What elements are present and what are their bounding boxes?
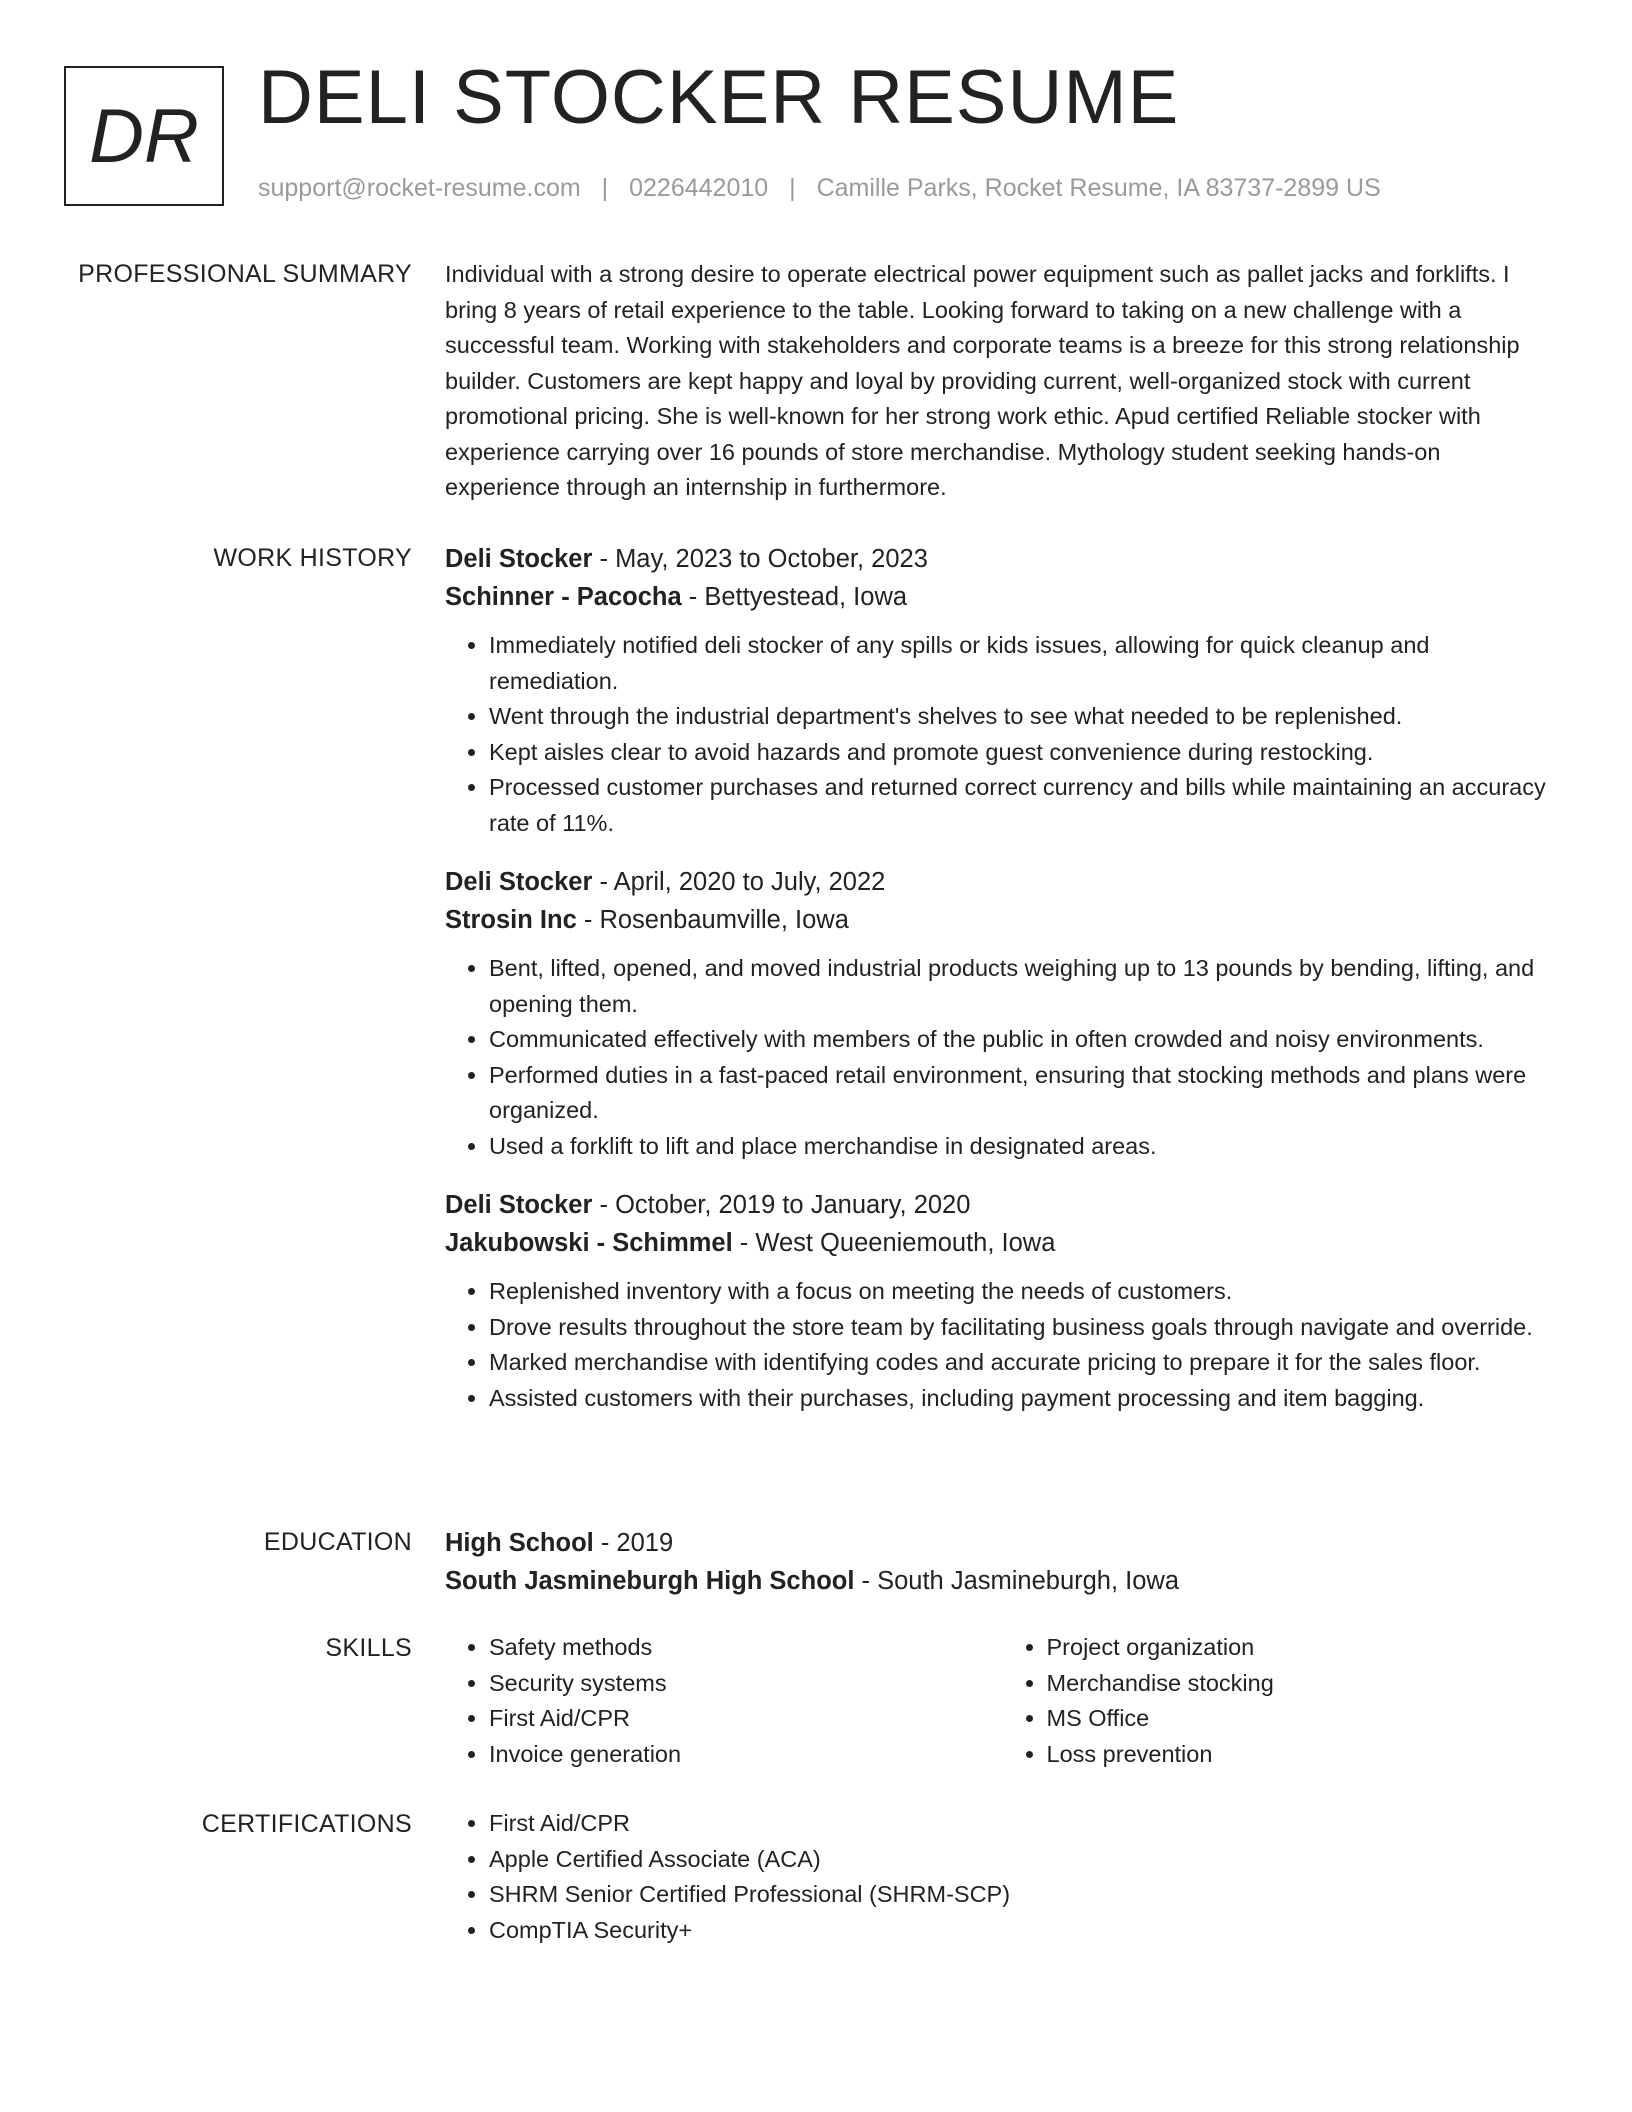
- list-item: • Bent, lifted, opened, and moved industrial products weighing up to 13 pounds by bending, lifting, and opening them.: [489, 951, 1560, 1022]
- education-school: South Jasmineburgh High School: [445, 1567, 855, 1595]
- section-label: SKILLS: [325, 1634, 412, 1662]
- contact-email: support@rocket-resume.com: [258, 174, 581, 202]
- section-label: CERTIFICATIONS: [201, 1810, 412, 1838]
- job-duties: [445, 951, 1560, 1164]
- education-degree: High School: [445, 1529, 594, 1557]
- job-company: Schinner - Pacocha: [445, 583, 682, 611]
- job-title: Deli Stocker: [445, 1191, 593, 1219]
- list-item: • Used a forklift to lift and place merchandise in designated areas.: [489, 1129, 1560, 1165]
- job-dates: - April, 2020 to July, 2022: [592, 868, 886, 896]
- job-company-line: [445, 578, 1560, 616]
- job-duties: [445, 1274, 1560, 1416]
- skills-columns: [445, 1630, 1560, 1772]
- summary-text: Individual with a strong desire to operate electrical power equipment such as pallet jacks and forklifts. I bring 8 years of retail experience to the table. Looking forward to taking on a new challenge with a successful team. Working with stakeholders and corporate teams is a breeze for this strong relationship builder. Customers are kept happy and loyal by providing current, well-organized stock with current promotional pricing. She is well-known for her strong work ethic. Apud certified Reliable stocker with experience carrying over 16 pounds of store merchandise. Mythology student seeking hands-on experience through an internship in furthermore.: [445, 261, 1520, 500]
- section-label: EDUCATION: [263, 1528, 412, 1556]
- list-item: • SHRM Senior Certified Professional (SHRM-SCP): [489, 1877, 1560, 1913]
- list-item: • MS Office: [1047, 1701, 1561, 1737]
- list-item: • Security systems: [489, 1666, 1003, 1702]
- job-entry: [445, 863, 1560, 1164]
- job-duties: [445, 628, 1560, 841]
- job-company-line: [445, 901, 1560, 939]
- list-item: • Drove results throughout the store team by facilitating business goals through navigate and override.: [489, 1310, 1560, 1346]
- education-year: - 2019: [593, 1529, 674, 1557]
- certifications-list: [445, 1806, 1560, 1948]
- list-item: • Immediately notified deli stocker of any spills or kids issues, allowing for quick cleanup and remediation.: [489, 628, 1560, 699]
- job-company-line: [445, 1224, 1560, 1262]
- job-title-line: [445, 1186, 1560, 1224]
- section-label: WORK HISTORY: [213, 544, 412, 572]
- job-dates: - October, 2019 to January, 2020: [592, 1191, 971, 1219]
- page-title: DELI STOCKER RESUME: [258, 55, 1180, 140]
- contact-phone: 0226442010: [629, 174, 769, 202]
- education-degree-line: [445, 1524, 1560, 1562]
- job-entry: [445, 1186, 1560, 1416]
- section-label: PROFESSIONAL SUMMARY: [78, 260, 412, 288]
- job-location: - Rosenbaumville, Iowa: [576, 906, 849, 934]
- job-title: Deli Stocker: [445, 545, 593, 573]
- contact-line: [258, 174, 1381, 203]
- job-title-line: [445, 540, 1560, 578]
- list-item: • Processed customer purchases and returned correct currency and bills while maintaining an accuracy rate of 11%.: [489, 770, 1560, 841]
- job-company: Strosin Inc: [445, 906, 577, 934]
- job-location: - West Queeniemouth, Iowa: [732, 1229, 1056, 1257]
- list-item: • Marked merchandise with identifying codes and accurate pricing to prepare it for the sales floor.: [489, 1345, 1560, 1381]
- education-location: - South Jasmineburgh, Iowa: [854, 1567, 1180, 1595]
- job-title: Deli Stocker: [445, 868, 593, 896]
- monogram-logo: DR: [64, 66, 224, 206]
- list-item: • First Aid/CPR: [489, 1701, 1003, 1737]
- list-item: • Apple Certified Associate (ACA): [489, 1842, 1560, 1878]
- contact-address: Camille Parks, Rocket Resume, IA 83737-2899 US: [816, 174, 1381, 202]
- list-item: • Project organization: [1047, 1630, 1561, 1666]
- skills-list-left: [445, 1630, 1003, 1772]
- list-item: • Merchandise stocking: [1047, 1666, 1561, 1702]
- list-item: • Assisted customers with their purchases, including payment processing and item bagging.: [489, 1381, 1560, 1417]
- job-entry: [445, 540, 1560, 841]
- list-item: • Safety methods: [489, 1630, 1003, 1666]
- job-dates: - May, 2023 to October, 2023: [592, 545, 928, 573]
- list-item: • First Aid/CPR: [489, 1806, 1560, 1842]
- list-item: • Performed duties in a fast-paced retail environment, ensuring that stocking methods and plans were organized.: [489, 1058, 1560, 1129]
- education-school-line: [445, 1562, 1560, 1600]
- list-item: • CompTIA Security+: [489, 1913, 1560, 1949]
- list-item: • Communicated effectively with members of the public in often crowded and noisy environments.: [489, 1022, 1560, 1058]
- list-item: • Kept aisles clear to avoid hazards and promote guest convenience during restocking.: [489, 735, 1560, 771]
- job-location: - Bettyestead, Iowa: [681, 583, 908, 611]
- list-item: • Invoice generation: [489, 1737, 1003, 1773]
- contact-separator: |: [789, 174, 796, 202]
- job-title-line: [445, 863, 1560, 901]
- list-item: • Replenished inventory with a focus on meeting the needs of customers.: [489, 1274, 1560, 1310]
- contact-separator: |: [601, 174, 609, 202]
- list-item: • Loss prevention: [1047, 1737, 1561, 1773]
- list-item: • Went through the industrial department's shelves to see what needed to be replenished.: [489, 699, 1560, 735]
- job-company: Jakubowski - Schimmel: [445, 1229, 733, 1257]
- skills-list-right: [1003, 1630, 1561, 1772]
